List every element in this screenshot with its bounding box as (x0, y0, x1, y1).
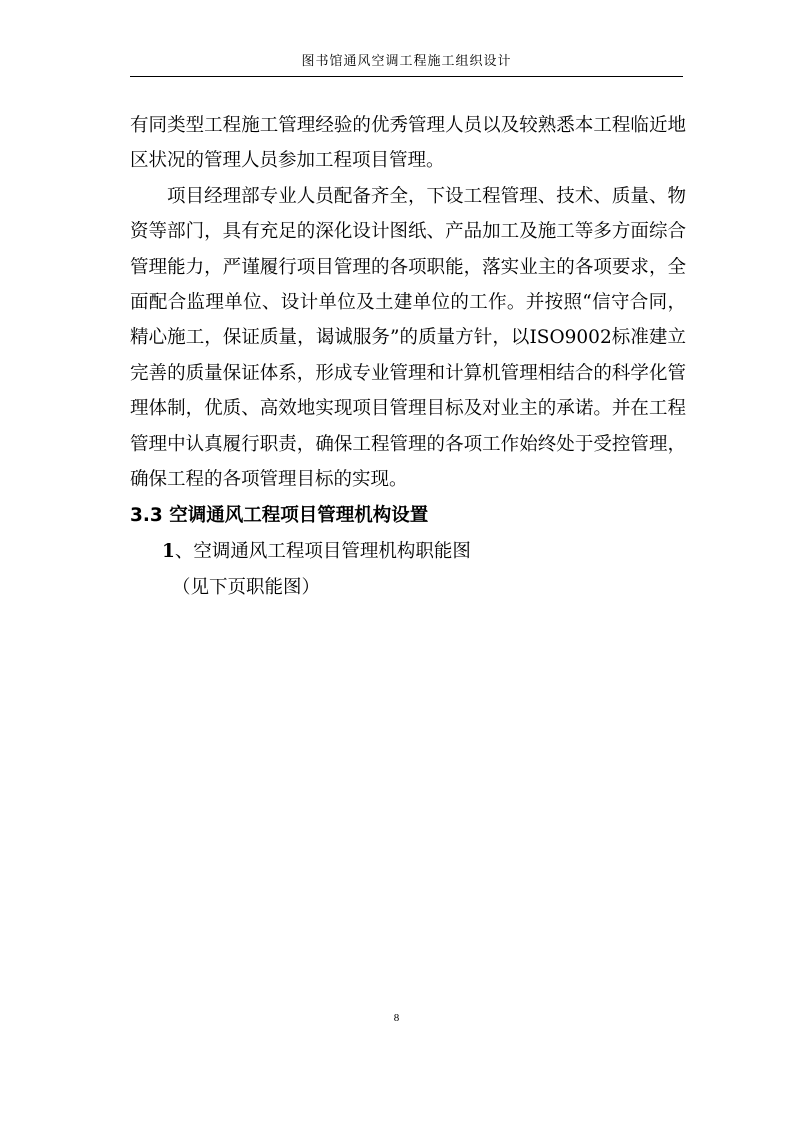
page-header (130, 52, 683, 77)
figure-note: （见下页职能图） (172, 577, 321, 599)
section-heading: 3.3 空调通风工程项目管理机构设置 (130, 505, 429, 527)
page-number: 8 (393, 1012, 400, 1024)
body-paragraph: 有同类型工程施工管理经验的优秀管理人员以及较熟悉本工程临近地区状况的管理人员参加工程项目管理。 (130, 115, 686, 172)
header-title: 图书馆通风空调工程施工组织设计 (301, 54, 512, 69)
subsection-heading (130, 534, 686, 570)
document-body (130, 108, 686, 606)
subsection-title: 、空调通风工程项目管理机构职能图 (174, 541, 471, 563)
body-paragraph: 项目经理部专业人员配备齐全，下设工程管理、技术、质量、物资等部门，具有充足的深化设计图纸、产品加工及施工等多方面综合管理能力，严谨履行项目管理的各项职能，落实业主的各项要求，全面配合监理单位、设计单位及土建单位的工作。并按照“信守合同，精心施工，保证质量，谒诚服务”的质量方针，以ISO9002标准建立完善的质量保证体系，形成专业管理和计算机管理相结合的科学化管理体制，优质、高效地实现项目管理目标及对业主的承诺。并在工程管理中认真履行职责，确保工程管理的各项工作始终处于受控管理，确保工程的各项管理目标的实现。 (130, 185, 686, 491)
subsection-number: 1 (162, 541, 175, 563)
